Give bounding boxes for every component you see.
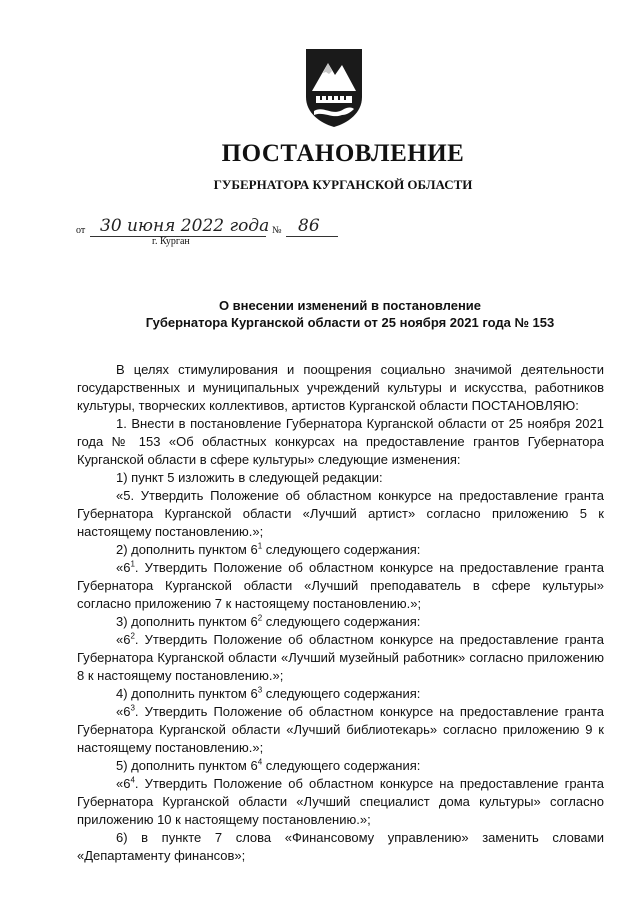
document-body — [77, 361, 604, 865]
item-3-text: «$6^2$. Утвердить Положение об областном конкурсе на предоставление гранта Губернатора Курганской области «Лучший музейный работник» согласно приложению 8 к настоящему постановлению.»; — [77, 631, 604, 683]
number-label: № — [272, 225, 282, 236]
city-label: г. Курган — [152, 236, 190, 247]
handwritten-date: 30 июня 2022 года — [100, 216, 270, 236]
item-3-heading: 3) дополнить пунктом $6^2$ следующего содержания: — [116, 613, 421, 629]
issuer-title: ГУБЕРНАТОРА КУРГАНСКОЙ ОБЛАСТИ — [213, 177, 473, 192]
item-4-text: «$6^3$. Утвердить Положение об областном конкурсе на предоставление гранта Губернатора Курганской области «Лучший библиотекарь» согласно приложению 9 к настоящему постановлению.»; — [77, 703, 604, 755]
document-type-title: ПОСТАНОВЛЕНИЕ — [221, 140, 465, 167]
subject-line-1: О внесении изменений в постановление — [218, 298, 482, 313]
item-4-heading: 4) дополнить пунктом $6^3$ следующего содержания: — [116, 685, 421, 701]
item-5-heading: 5) дополнить пунктом $6^4$ следующего содержания: — [116, 757, 421, 773]
handwritten-number: 86 — [298, 216, 320, 236]
paragraph-1: 1. Внести в постановление Губернатора Курганской области от 25 ноября 2021 года № 153 «Об областных конкурсах на предоставление грантов Губернатора Курганской области в сфере культуры» следующие изменения: — [77, 416, 604, 467]
date-number-line — [76, 216, 376, 242]
from-label: от — [76, 225, 86, 236]
item-1-text: «5. Утвердить Положение об областном конкурсе на предоставление гранта Губернатора Курганской области «Лучший артист» согласно приложению 5 к настоящему постановлению.»; — [77, 488, 604, 539]
item-2-heading: 2) дополнить пунктом $6^1$ следующего содержания: — [116, 541, 421, 557]
item-2-text: «$6^1$. Утвердить Положение об областном конкурсе на предоставление гранта Губернатора Курганской области «Лучший преподаватель в сфере культуры» согласно приложению 7 к настоящему постановлению.»; — [77, 559, 604, 611]
preamble-paragraph: В целях стимулирования и поощрения социально значимой деятельности государственных и муниципальных учреждений культуры и искусства, работников культуры, творческих коллективов, артистов Курганской области ПОСТАНОВЛЯЮ: — [77, 362, 604, 413]
subject-line-2: Губернатора Курганской области от 25 ноября 2021 года № 153 — [145, 315, 555, 330]
item-5-text: «$6^4$. Утвердить Положение об областном конкурсе на предоставление гранта Губернатора Курганской области «Лучший специалист дома культуры» согласно приложению 10 к настоящему постановлению.»; — [77, 775, 604, 827]
item-6-text: 6) в пункте 7 слова «Финансовому управлению» заменить словами «Департаменту финансов»; — [77, 830, 604, 863]
number-underline — [286, 236, 338, 237]
coat-of-arms-emblem — [302, 47, 366, 129]
document-subject — [60, 297, 640, 331]
item-1-heading: 1) пункт 5 изложить в следующей редакции: — [116, 470, 383, 485]
